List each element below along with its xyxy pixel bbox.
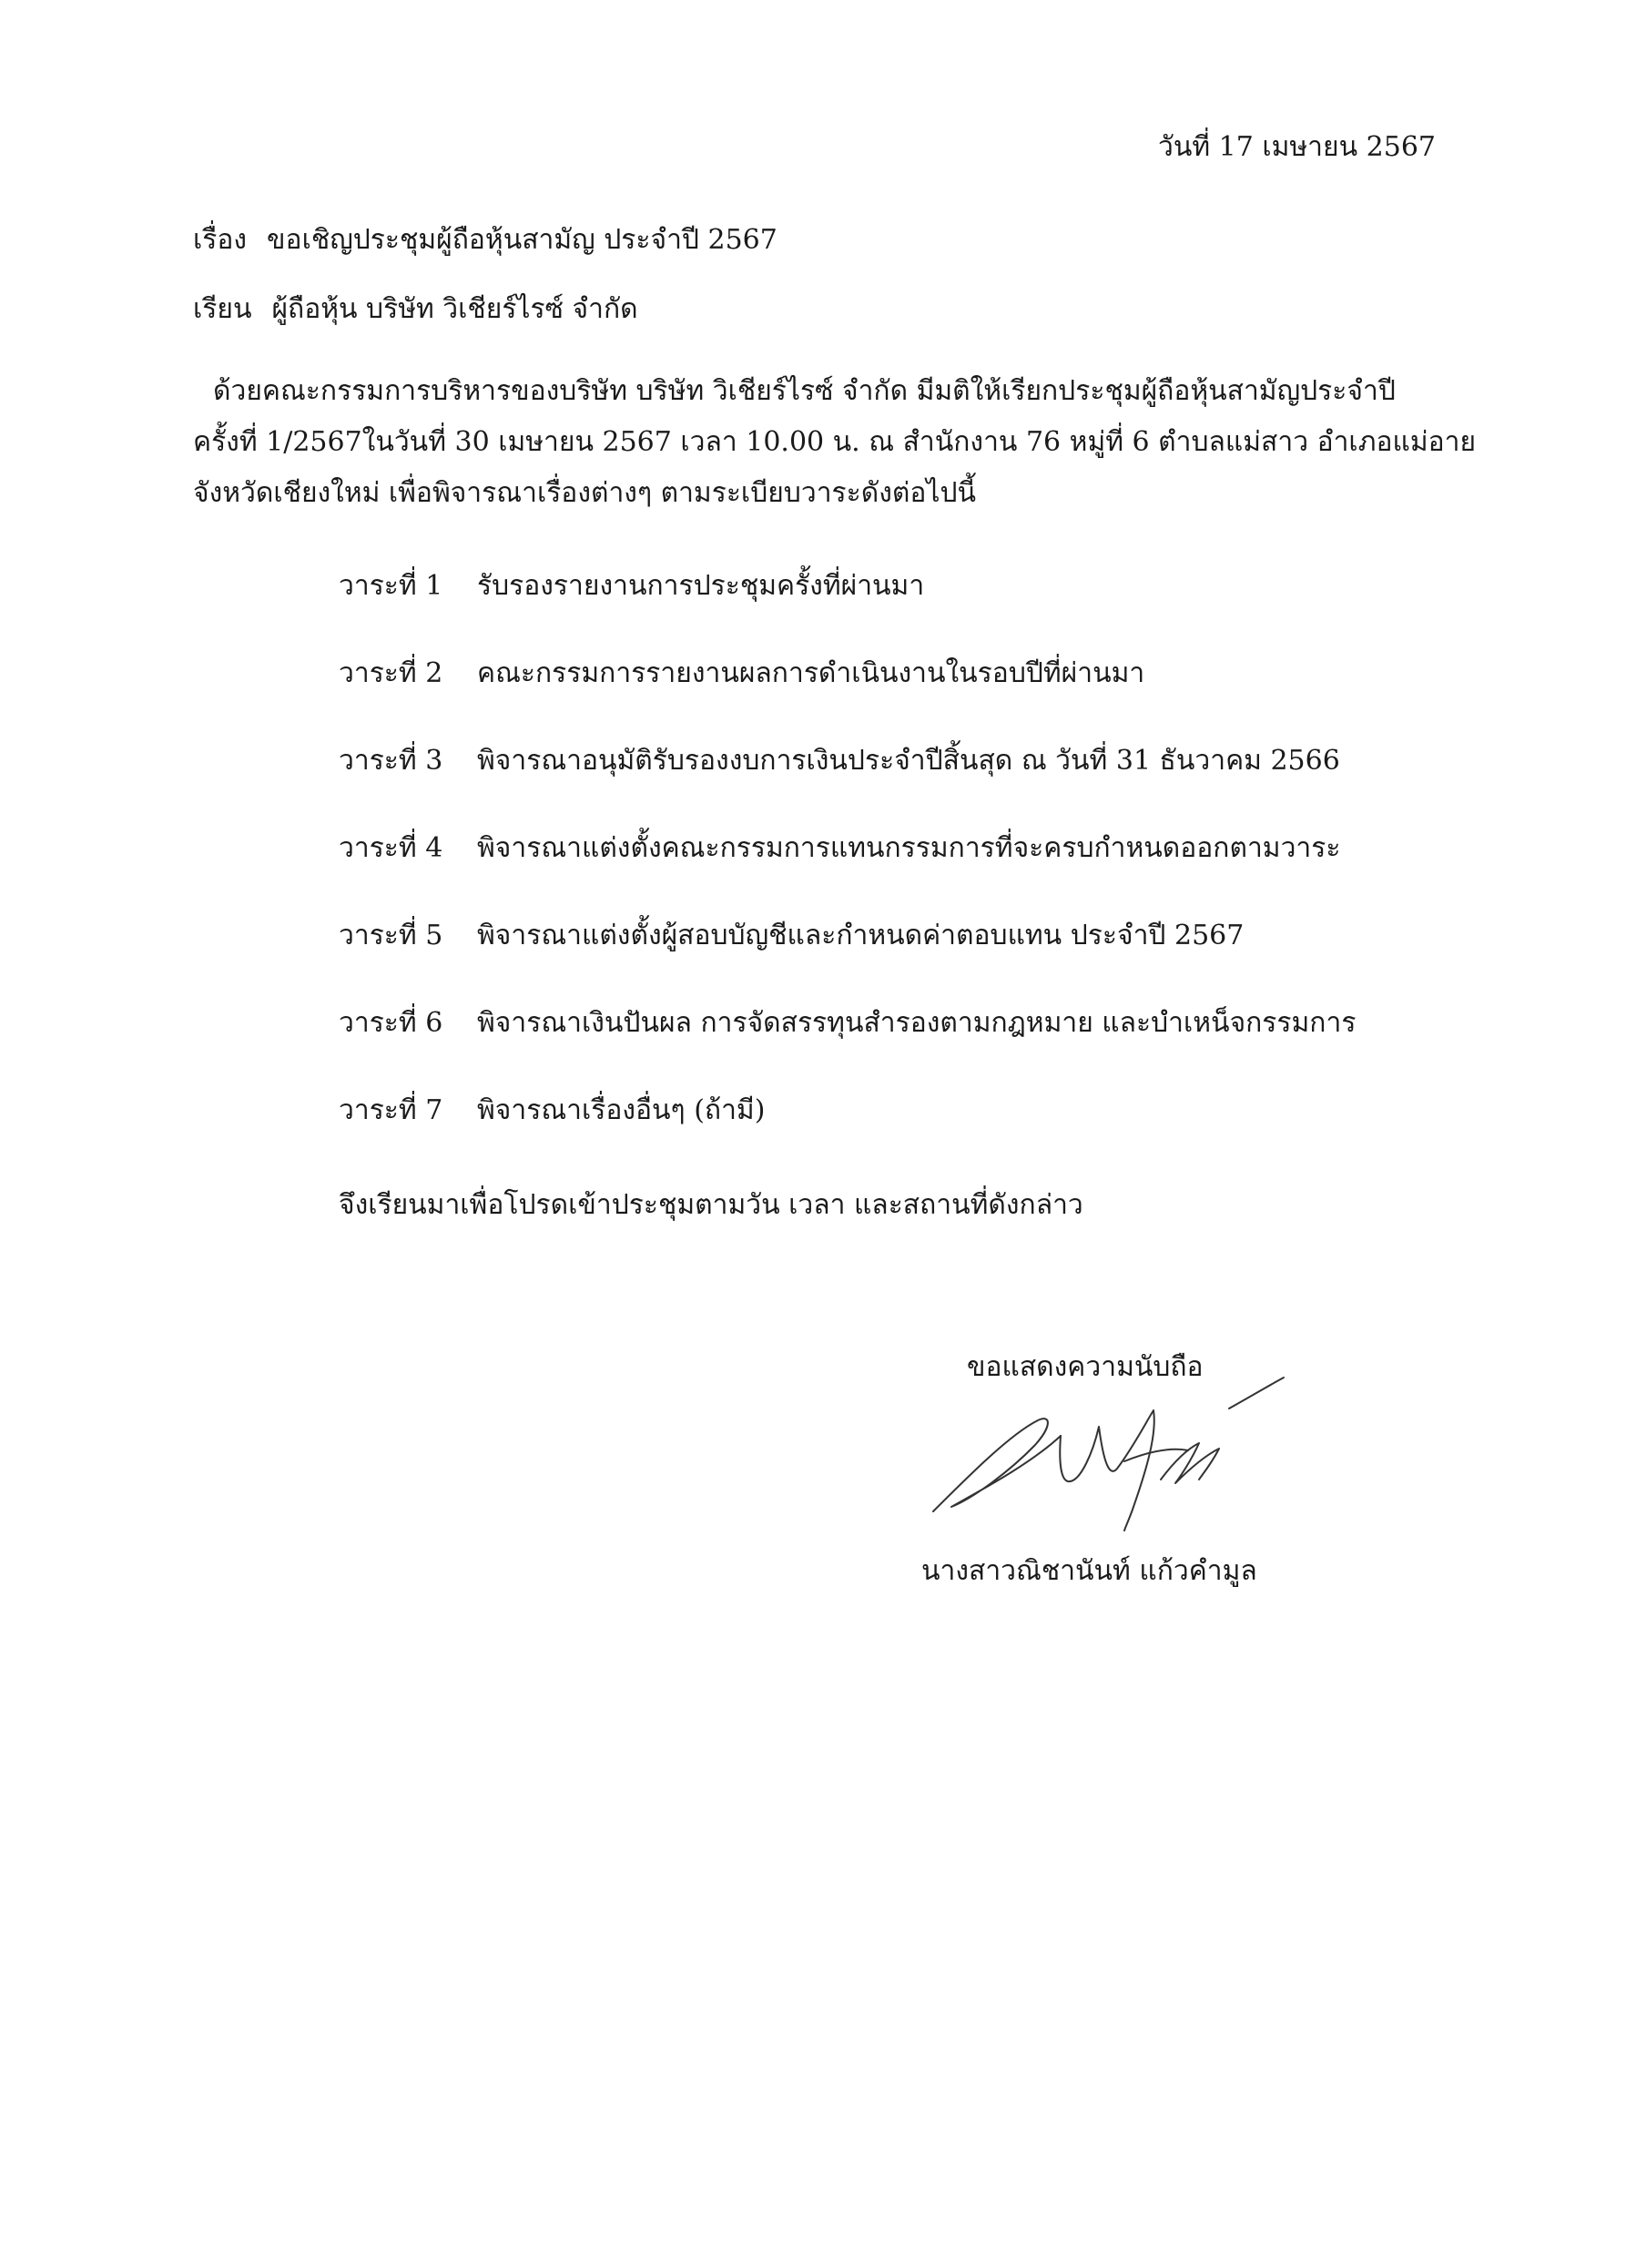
subject-text: ขอเชิญประชุมผู้ถือหุ้นสามัญ ประจำปี 2567: [267, 224, 777, 256]
agenda-text: พิจารณาแต่งตั้งคณะกรรมการแทนกรรมการที่จะครบกำหนดออกตามวาระ: [477, 832, 1341, 864]
recipient-line: [193, 288, 638, 331]
subject-line: [193, 219, 777, 261]
agenda-item: [339, 823, 1356, 910]
body-line: [193, 366, 1440, 417]
agenda-number: วาระที่ 5: [339, 920, 443, 951]
agenda-number: วาระที่ 7: [339, 1094, 443, 1126]
letter-date: วันที่ 17 เมษายน 2567: [1158, 131, 1436, 163]
agenda-text: พิจารณาอนุมัติรับรองงบการเงินประจำปีสิ้นสุด ณ วันที่ 31 ธันวาคม 2566: [477, 745, 1340, 777]
recipient-label: เรียน: [193, 293, 252, 325]
agenda-text: พิจารณาแต่งตั้งผู้สอบบัญชีและกำหนดค่าตอบแทน ประจำปี 2567: [477, 920, 1245, 951]
agenda-number: วาระที่ 6: [339, 1007, 443, 1039]
agenda-text: พิจารณาเรื่องอื่นๆ (ถ้ามี): [477, 1094, 766, 1126]
agenda-text: พิจารณาเงินปันผล การจัดสรรทุนสำรองตามกฎหมาย และบำเหน็จกรรมการ: [477, 1007, 1357, 1039]
complimentary-close: ขอแสดงความนับถือ: [967, 1351, 1204, 1383]
body-line: ครั้งที่ 1/2567ในวันที่ 30 เมษายน 2567 เวลา 10.00 น. ณ สำนักงาน 76 หมู่ที่ 6 ตำบลแม่สาว อำเภอแม่อาย: [193, 426, 1477, 458]
agenda-item: [339, 561, 1356, 648]
agenda-item: [339, 736, 1356, 823]
signature-icon: [915, 1370, 1306, 1534]
agenda-item: [339, 648, 1356, 736]
agenda-number: วาระที่ 2: [339, 657, 443, 689]
body-paragraph: [193, 366, 1477, 519]
recipient-text: ผู้ถือหุ้น บริษัท วิเชียร์ไรซ์ จำกัด: [271, 293, 638, 325]
agenda-item: [339, 998, 1356, 1085]
agenda-item: [339, 910, 1356, 998]
agenda-item: [339, 1085, 1356, 1173]
body-line: จังหวัดเชียงใหม่ เพื่อพิจารณาเรื่องต่างๆ ตามระเบียบวาระดังต่อไปนี้: [193, 477, 977, 509]
closing-sentence: จึงเรียนมาเพื่อโปรดเข้าประชุมตามวัน เวลา และสถานที่ดังกล่าว: [339, 1189, 1083, 1221]
agenda-text: รับรองรายงานการประชุมครั้งที่ผ่านมา: [477, 570, 925, 602]
agenda-list: [339, 561, 1356, 1173]
body-line-text: ด้วยคณะกรรมการบริหารของบริษัท บริษัท วิเชียร์ไรซ์ จำกัด มีมติให้เรียกประชุมผู้ถือหุ้นสามัญประจำปี: [213, 375, 1396, 407]
agenda-number: วาระที่ 1: [339, 570, 443, 602]
signer-name: นางสาวณิชานันท์ แก้วคำมูล: [921, 1555, 1257, 1587]
agenda-text: คณะกรรมการรายงานผลการดำเนินงานในรอบปีที่ผ่านมา: [477, 657, 1145, 689]
agenda-number: วาระที่ 4: [339, 832, 443, 864]
subject-label: เรื่อง: [193, 224, 248, 256]
agenda-number: วาระที่ 3: [339, 745, 443, 777]
